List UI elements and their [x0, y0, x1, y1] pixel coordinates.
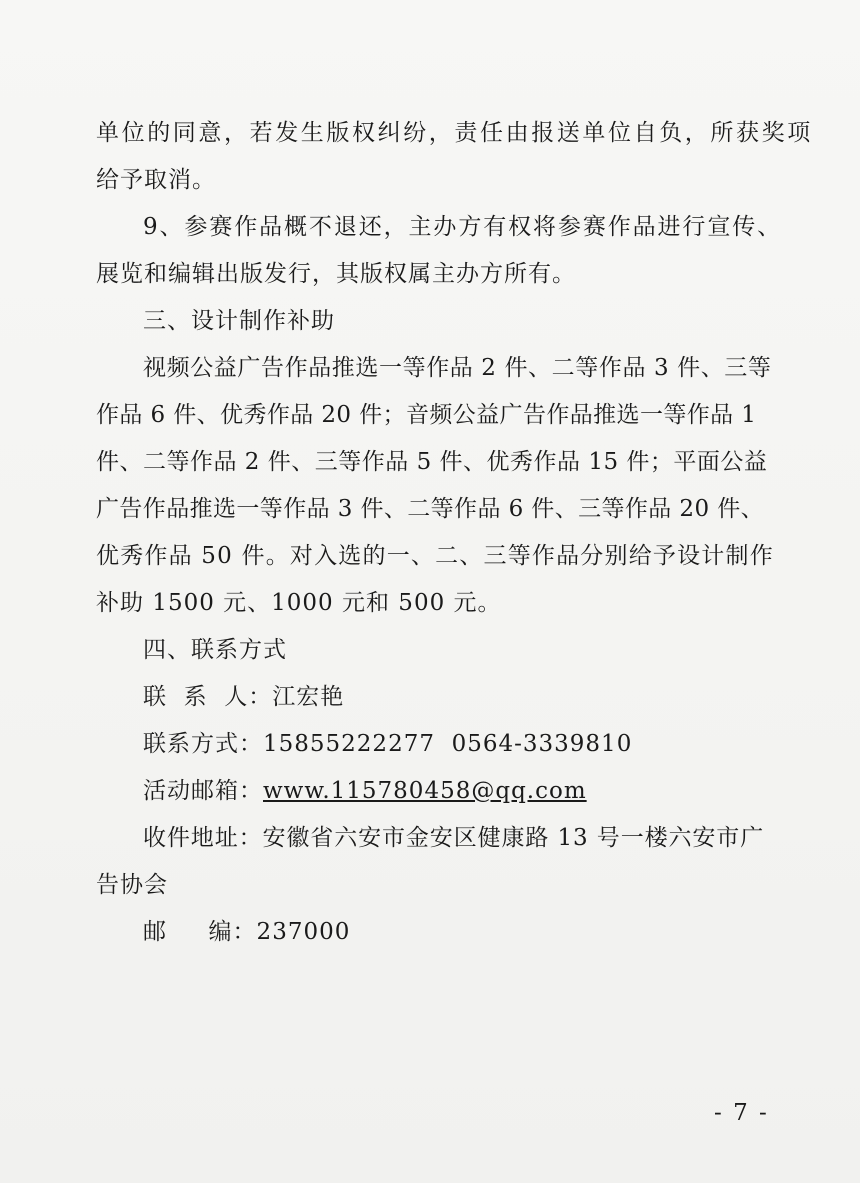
section-3-para-line-5: 优秀作品 50 件。对入选的一、二、三等作品分别给予设计制作 — [96, 543, 774, 569]
contact-address-line-1: 收件地址：安徽省六安市金安区健康路 13 号一楼六安市广 — [143, 825, 765, 851]
body-line-1: 单位的同意，若发生版权纠纷，责任由报送单位自负，所获奖项 — [96, 120, 813, 146]
section-3-heading: 三、设计制作补助 — [143, 308, 335, 334]
section-3-para-line-2: 作品 6 件、优秀作品 20 件；音频公益广告作品推选一等作品 1 — [96, 402, 757, 428]
contact-phone: 联系方式：15855222277 0564-3339810 — [143, 731, 633, 757]
section-3-para-line-1: 视频公益广告作品推选一等作品 2 件、二等作品 3 件、三等 — [143, 355, 772, 381]
page-number: - 7 - — [714, 1100, 769, 1126]
contact-postcode: 邮 编：237000 — [143, 919, 351, 945]
contact-email-row — [143, 776, 587, 806]
contact-email-label: 活动邮箱： — [143, 778, 263, 804]
contact-address-line-2: 告协会 — [96, 872, 168, 898]
section-4-heading: 四、联系方式 — [143, 637, 287, 663]
contact-person: 联 系 人：江宏艳 — [143, 684, 345, 710]
section-3-para-line-4: 广告作品推选一等作品 3 件、二等作品 6 件、三等作品 20 件、 — [96, 496, 764, 522]
section-3-para-line-6: 补助 1500 元、1000 元和 500 元。 — [96, 590, 502, 616]
item-9-line-1: 9、参赛作品概不退还，主办方有权将参赛作品进行宣传、 — [143, 214, 783, 240]
item-9-line-2: 展览和编辑出版发行，其版权属主办方所有。 — [96, 261, 576, 287]
contact-email-link[interactable]: www.115780458@qq.com — [263, 778, 587, 804]
section-3-para-line-3: 件、二等作品 2 件、三等作品 5 件、优秀作品 15 件；平面公益 — [96, 449, 768, 475]
body-line-2: 给予取消。 — [96, 167, 216, 193]
